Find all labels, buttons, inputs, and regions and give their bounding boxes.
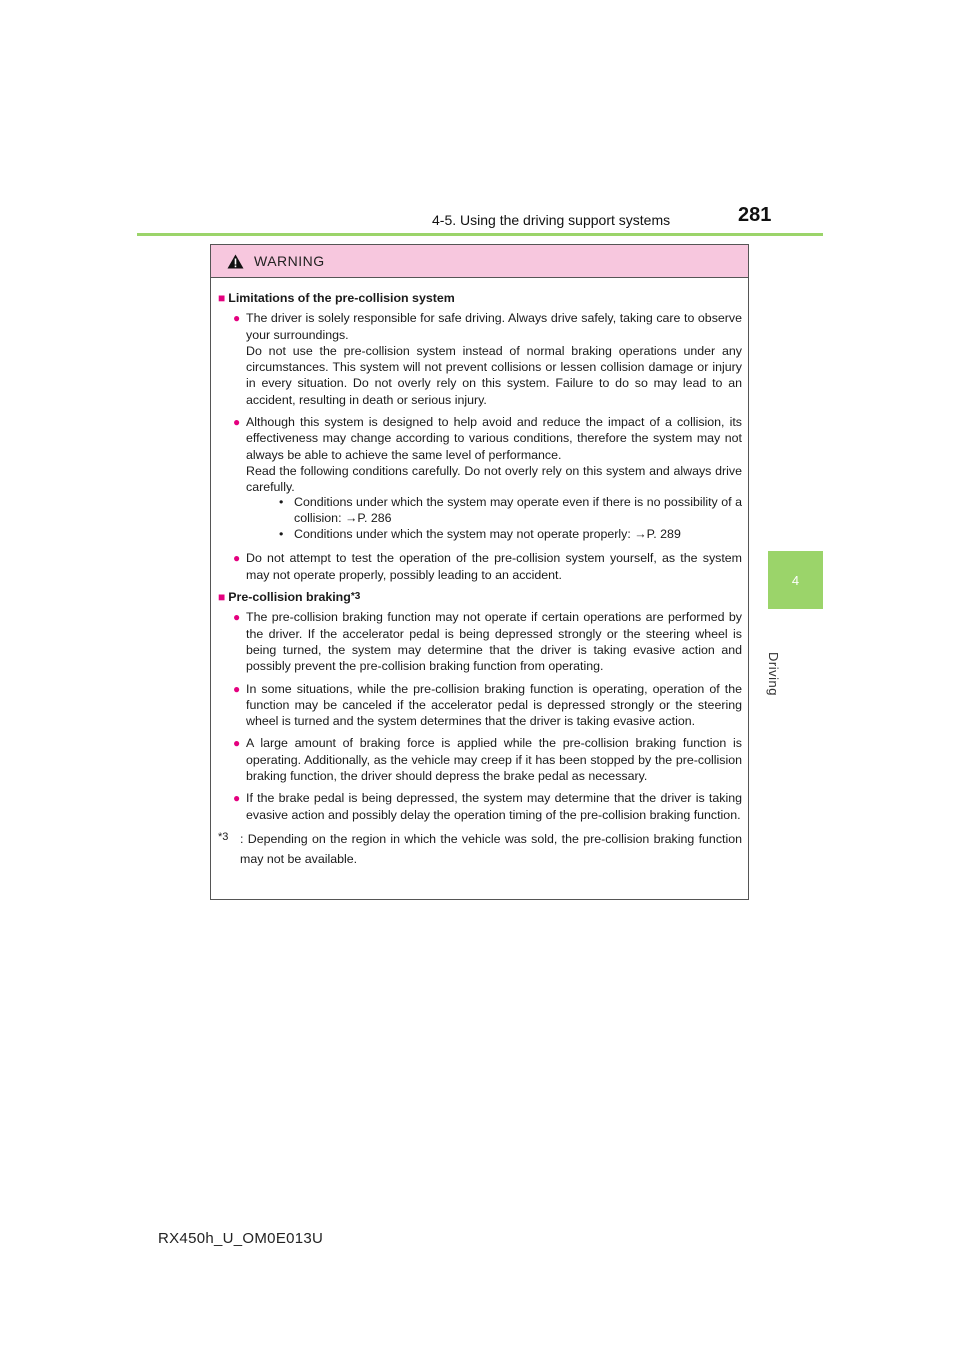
bullet-item [233, 735, 742, 784]
bullet-paragraph: Do not use the pre-collision system instead of normal braking operations under any circumstances. This system will not prevent collisions or lessen collision damage or injury in every situation. Do not overly rely on this system. Failure to do so may lead to an accident, resulting in death or serious injury. [246, 343, 742, 407]
section-heading [218, 589, 742, 605]
bullet-dot-icon: ● [233, 736, 241, 751]
bullet-text [246, 550, 742, 583]
bullet-paragraph: The driver is solely responsible for safe driving. Always drive safely, taking care to observe your surroundings. [246, 311, 742, 342]
section-heading-text: Pre-collision braking [228, 590, 351, 605]
bullet-dot-icon: ● [233, 311, 241, 326]
bullet-paragraph: Although this system is designed to help avoid and reduce the impact of a collision, its effectiveness may change according to various conditions, therefore the system may not always be able to achieve the same level of performance. [246, 415, 742, 462]
bullet-dot-icon: ● [233, 551, 241, 566]
bullet-dot-icon: ● [233, 681, 241, 696]
bullet-text [246, 681, 742, 730]
footnote-ref: *3 [350, 591, 361, 603]
bullet-item [233, 310, 742, 408]
footnote-marker-text: *3 [218, 830, 229, 843]
bullet-dot-icon: ● [233, 415, 241, 430]
footnote-marker [218, 829, 240, 869]
sub-bullet-icon: • [279, 527, 284, 542]
bullet-item [233, 681, 742, 730]
section-heading [218, 290, 742, 306]
bullet-item [233, 414, 742, 544]
bullet-dot-icon: ● [233, 610, 241, 625]
bullet-paragraph: The pre-collision braking function may not operate if certain operations are performed by the driver. If the accelerator pedal is being depressed strongly or the steering wheel is being turned, the system may determine that the driver is taking evasive action and possibly prevent the pre-collision braking function from operating. [246, 610, 742, 674]
square-bullet-icon: ■ [218, 291, 226, 305]
bullet-item [233, 609, 742, 674]
sub-bullet-icon: • [279, 494, 284, 509]
sub-list-item [274, 526, 742, 542]
bullet-text [246, 310, 742, 408]
footnote [218, 829, 742, 869]
bullet-paragraph: A large amount of braking force is applied while the pre-collision braking function is operating. Additionally, as the vehicle may creep if it has been stopped by the pre-collision braking function, the driver should depress the brake pedal as necessary. [246, 736, 742, 784]
footnote-text: : Depending on the region in which the vehicle was sold, the pre-collision braking function may not be available. [240, 831, 742, 866]
document-code: RX450h_U_OM0E013U [158, 1230, 324, 1247]
bullet-paragraph: If the brake pedal is being depressed, the system may determine that the driver is taking evasive action and possibly delay the operation timing of the pre-collision braking function. [246, 791, 742, 822]
bullet-text [246, 609, 742, 674]
sub-list-text: Conditions under which the system may not operate properly: →P. 289 [294, 527, 681, 542]
section-title: 4-5. Using the driving support systems [432, 212, 671, 228]
bullet-paragraph: Read the following conditions carefully. Do not overly rely on this system and always drive carefully. [246, 463, 742, 495]
warning-title: WARNING [254, 253, 325, 269]
page-number: 281 [738, 204, 772, 226]
bullet-text [246, 735, 742, 784]
bullet-text [246, 790, 742, 823]
bullet-paragraph: In some situations, while the pre-collision braking function is operating, operation of the function may be canceled if the accelerator pedal is depressed strongly or the steering wheel is turned and the system determines that the driver is taking evasive action. [246, 681, 742, 729]
sub-list [274, 494, 742, 543]
bullet-dot-icon: ● [233, 791, 241, 806]
chapter-label: Driving [766, 652, 781, 696]
chapter-tab: 4 [768, 551, 823, 609]
sub-list-text: Conditions under which the system may operate even if there is no possibility of a collision: →P. 286 [294, 494, 742, 525]
warning-header [211, 245, 748, 278]
bullet-text [246, 414, 742, 544]
header-divider [137, 233, 823, 236]
warning-body [211, 278, 748, 869]
sub-list-item [274, 494, 742, 527]
bullet-paragraph: Do not attempt to test the operation of the pre-collision system yourself, as the system may not operate properly, possibly leading to an accident. [246, 551, 742, 582]
warning-box [210, 244, 749, 900]
section-heading-text: Limitations of the pre-collision system [228, 291, 455, 305]
warning-triangle-icon [227, 254, 244, 269]
square-bullet-icon: ■ [218, 590, 226, 605]
bullet-item [233, 550, 742, 583]
bullet-item [233, 790, 742, 823]
